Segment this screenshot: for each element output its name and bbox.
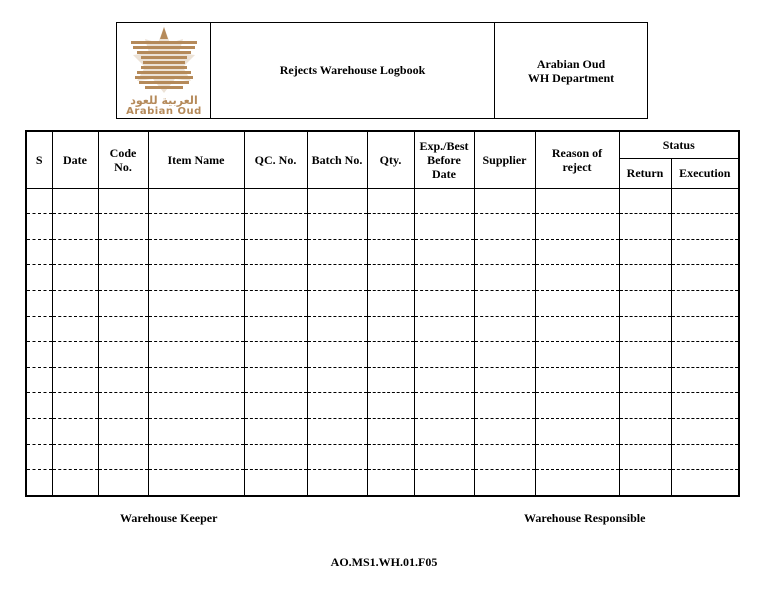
document-header [116,22,648,119]
col-header-reason-line1: Reason of [551,145,603,160]
table-cell[interactable] [26,290,52,316]
col-header-status: Status [619,131,739,158]
table-cell[interactable] [244,418,307,444]
table-cell[interactable] [52,393,98,419]
table-row [26,265,739,291]
table-cell[interactable] [619,265,671,291]
table-cell[interactable] [52,290,98,316]
table-cell[interactable] [52,418,98,444]
table-cell[interactable] [307,418,367,444]
table-cell[interactable] [535,239,619,265]
table-cell[interactable] [535,316,619,342]
table-cell[interactable] [671,444,739,470]
table-cell[interactable] [535,214,619,240]
col-header-reason-line2: reject [562,159,592,174]
table-cell[interactable] [148,290,244,316]
table-cell[interactable] [244,265,307,291]
logo-arabic-text: العربية للعود [130,94,198,107]
logo-english-text: Arabian Oud [126,106,202,117]
table-cell[interactable] [307,188,367,214]
table-cell[interactable] [414,188,474,214]
warehouse-keeper-signature-label: Warehouse Keeper [120,511,218,525]
table-cell[interactable] [414,342,474,368]
table-cell[interactable] [98,444,148,470]
table-cell[interactable] [98,393,148,419]
table-cell[interactable] [26,470,52,496]
table-cell[interactable] [244,316,307,342]
table-cell[interactable] [98,470,148,496]
table-cell[interactable] [98,265,148,291]
table-cell[interactable] [474,367,535,393]
table-cell[interactable] [414,265,474,291]
table-cell[interactable] [474,342,535,368]
table-cell[interactable] [26,393,52,419]
table-cell[interactable] [98,316,148,342]
table-cell[interactable] [619,188,671,214]
table-cell[interactable] [148,393,244,419]
table-cell[interactable] [671,265,739,291]
col-header-date: Date [52,131,98,188]
table-cell[interactable] [414,214,474,240]
table-cell[interactable] [307,239,367,265]
document-title: Rejects Warehouse Logbook [211,23,495,118]
col-header-exp-date [414,131,474,188]
table-cell[interactable] [52,265,98,291]
table-cell[interactable] [26,367,52,393]
table-cell[interactable] [535,418,619,444]
table-cell[interactable] [148,239,244,265]
table-cell[interactable] [98,214,148,240]
table-cell[interactable] [367,342,414,368]
table-cell[interactable] [414,367,474,393]
table-cell[interactable] [52,470,98,496]
table-cell[interactable] [148,444,244,470]
table-cell[interactable] [535,367,619,393]
table-cell[interactable] [414,393,474,419]
table-cell[interactable] [367,367,414,393]
col-header-s: S [26,131,52,188]
table-cell[interactable] [244,239,307,265]
table-cell[interactable] [414,470,474,496]
table-cell[interactable] [367,265,414,291]
table-cell[interactable] [474,418,535,444]
col-header-exp-line1: Exp./Best [419,138,469,153]
table-cell[interactable] [474,393,535,419]
table-cell[interactable] [619,214,671,240]
table-cell[interactable] [671,316,739,342]
table-cell[interactable] [148,367,244,393]
table-cell[interactable] [148,342,244,368]
table-cell[interactable] [474,214,535,240]
table-row [26,342,739,368]
table-cell[interactable] [26,342,52,368]
table-cell[interactable] [474,265,535,291]
table-cell[interactable] [307,470,367,496]
col-header-reason [535,131,619,188]
table-cell[interactable] [148,418,244,444]
table-cell[interactable] [244,214,307,240]
table-row [26,470,739,496]
table-cell[interactable] [474,470,535,496]
table-cell[interactable] [52,188,98,214]
table-row [26,418,739,444]
table-cell[interactable] [535,470,619,496]
company-name: Arabian Oud [536,56,606,71]
department-name: WH Department [527,70,615,85]
warehouse-responsible-signature-label: Warehouse Responsible [524,511,646,525]
table-cell[interactable] [52,316,98,342]
table-cell[interactable] [244,393,307,419]
table-cell[interactable] [414,316,474,342]
table-cell[interactable] [98,290,148,316]
table-cell[interactable] [671,290,739,316]
table-cell[interactable] [148,214,244,240]
table-cell[interactable] [307,342,367,368]
table-cell[interactable] [671,418,739,444]
table-row [26,214,739,240]
col-header-code [98,131,148,188]
col-header-supplier: Supplier [474,131,535,188]
table-cell[interactable] [98,188,148,214]
table-cell[interactable] [307,316,367,342]
table-cell[interactable] [26,418,52,444]
table-cell[interactable] [671,214,739,240]
logo-cell [117,23,211,118]
table-cell[interactable] [26,444,52,470]
table-cell[interactable] [244,342,307,368]
table-cell[interactable] [535,393,619,419]
table-cell[interactable] [619,342,671,368]
table-cell[interactable] [414,290,474,316]
table-cell[interactable] [535,188,619,214]
table-cell[interactable] [244,470,307,496]
table-cell[interactable] [52,367,98,393]
department-cell [495,23,647,118]
table-cell[interactable] [26,265,52,291]
table-cell[interactable] [148,265,244,291]
table-cell[interactable] [535,290,619,316]
table-cell[interactable] [535,444,619,470]
table-cell[interactable] [474,316,535,342]
col-header-execution: Execution [671,158,739,188]
table-cell[interactable] [671,342,739,368]
table-cell[interactable] [619,316,671,342]
table-cell[interactable] [474,188,535,214]
log-table-body [26,188,739,496]
table-cell[interactable] [619,418,671,444]
table-cell[interactable] [367,290,414,316]
table-cell[interactable] [619,444,671,470]
table-cell[interactable] [671,188,739,214]
arabian-oud-logo-icon [123,25,205,97]
table-cell[interactable] [244,367,307,393]
table-cell[interactable] [619,239,671,265]
table-cell[interactable] [26,188,52,214]
table-row [26,367,739,393]
table-cell[interactable] [307,265,367,291]
col-header-code-line1: Code [109,145,137,160]
table-cell[interactable] [414,239,474,265]
table-cell[interactable] [414,418,474,444]
col-header-item-name: Item Name [148,131,244,188]
col-header-qty: Qty. [367,131,414,188]
table-row [26,290,739,316]
table-cell[interactable] [307,393,367,419]
table-cell[interactable] [307,214,367,240]
col-header-code-line2: No. [114,159,132,174]
table-cell[interactable] [367,470,414,496]
table-cell[interactable] [52,342,98,368]
table-cell[interactable] [307,444,367,470]
rejects-log-table [25,130,740,497]
table-cell[interactable] [367,214,414,240]
table-cell[interactable] [671,239,739,265]
table-cell[interactable] [307,367,367,393]
col-header-exp-line3: Date [432,166,456,181]
table-cell[interactable] [52,214,98,240]
table-cell[interactable] [98,367,148,393]
table-row [26,316,739,342]
table-cell[interactable] [474,444,535,470]
table-row [26,444,739,470]
table-cell[interactable] [619,367,671,393]
table-cell[interactable] [98,239,148,265]
table-cell[interactable] [367,418,414,444]
table-cell[interactable] [414,444,474,470]
table-cell[interactable] [671,367,739,393]
col-header-batch-no: Batch No. [307,131,367,188]
table-cell[interactable] [148,470,244,496]
table-cell[interactable] [244,290,307,316]
table-cell[interactable] [98,418,148,444]
table-cell[interactable] [367,444,414,470]
form-code: AO.MS1.WH.01.F05 [330,555,438,569]
table-cell[interactable] [535,342,619,368]
table-cell[interactable] [619,470,671,496]
table-cell[interactable] [367,316,414,342]
table-row [26,239,739,265]
table-cell[interactable] [52,239,98,265]
table-cell[interactable] [98,342,148,368]
table-cell[interactable] [52,444,98,470]
table-cell[interactable] [244,188,307,214]
table-cell[interactable] [367,393,414,419]
table-cell[interactable] [244,444,307,470]
col-header-return: Return [619,158,671,188]
table-cell[interactable] [26,316,52,342]
table-row [26,393,739,419]
table-cell[interactable] [26,239,52,265]
col-header-exp-line2: Before [427,152,461,167]
table-cell[interactable] [619,290,671,316]
table-cell[interactable] [367,188,414,214]
table-cell[interactable] [671,470,739,496]
table-cell[interactable] [474,290,535,316]
table-cell[interactable] [148,316,244,342]
table-cell[interactable] [148,188,244,214]
col-header-qc-no: QC. No. [244,131,307,188]
table-cell[interactable] [619,393,671,419]
table-cell[interactable] [535,265,619,291]
table-cell[interactable] [474,239,535,265]
table-cell[interactable] [671,393,739,419]
table-row [26,188,739,214]
table-cell[interactable] [307,290,367,316]
table-cell[interactable] [26,214,52,240]
table-cell[interactable] [367,239,414,265]
